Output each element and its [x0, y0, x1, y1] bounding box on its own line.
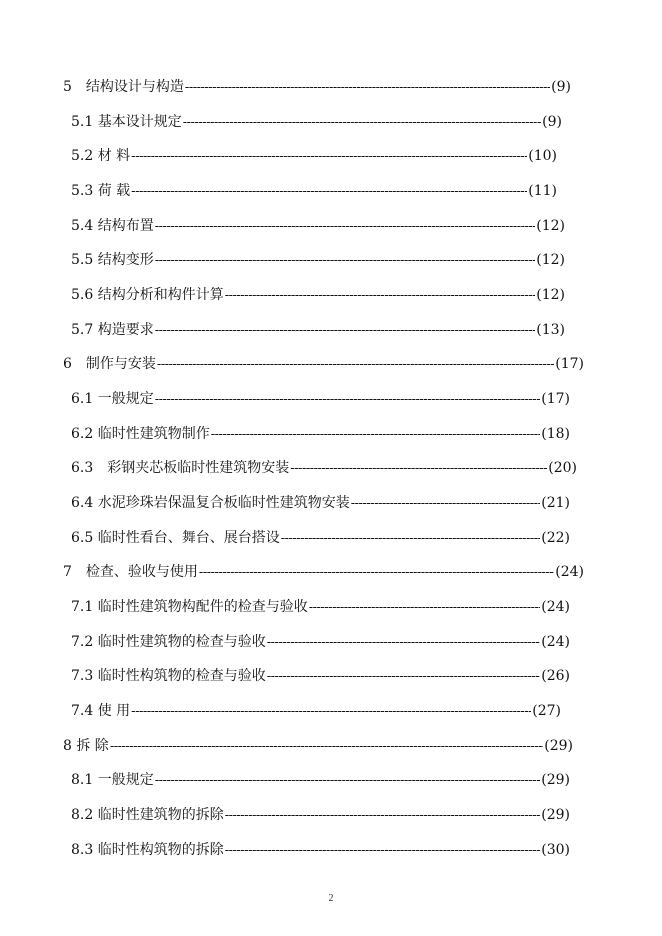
toc-entry-title: 5.7 构造要求: [71, 322, 154, 338]
toc-entry-6-2[interactable]: [71, 424, 570, 444]
toc-entry-page: (12): [536, 218, 565, 234]
toc-leader-dots: [183, 112, 541, 132]
toc-leader-dots: [110, 736, 543, 756]
toc-leader-dots: [131, 181, 527, 201]
toc-leader-dots: [155, 320, 536, 340]
toc-entry-title: 5 结构设计与构造: [63, 79, 184, 95]
toc-entry-title: 5.5 结构变形: [71, 252, 154, 268]
toc-entry-title: 5.1 基本设计规定: [71, 114, 182, 130]
toc-entry-page: (17): [555, 356, 584, 372]
toc-leader-dots: [225, 805, 541, 825]
toc-leader-dots: [155, 216, 536, 236]
toc-entry-5[interactable]: [63, 77, 571, 97]
toc-entry-title: 6.1 一般规定: [71, 391, 154, 407]
toc-entry-5-2[interactable]: [71, 146, 557, 166]
toc-entry-page: (22): [541, 530, 570, 546]
toc-entry-page: (29): [541, 772, 570, 788]
toc-entry-page: (24): [541, 634, 570, 650]
toc-leader-dots: [157, 354, 554, 374]
toc-entry-page: (21): [541, 495, 570, 511]
toc-entry-6-3[interactable]: [71, 458, 577, 478]
toc-entry-title: 5.6 结构分析和构件计算: [71, 287, 224, 303]
toc-entry-title: 8.3 临时性构筑物的拆除: [71, 842, 224, 858]
toc-entry-5-6[interactable]: [71, 285, 565, 305]
toc-entry-6-4[interactable]: [71, 493, 570, 513]
toc-leader-dots: [267, 632, 541, 652]
toc-entry-title: 8.2 临时性建筑物的拆除: [71, 807, 224, 823]
toc-leader-dots: [155, 250, 536, 270]
toc-entry-7-2[interactable]: [71, 632, 570, 652]
page-number: 2: [328, 893, 334, 904]
toc-entry-page: (24): [555, 564, 584, 580]
toc-leader-dots: [309, 597, 541, 617]
toc-entry-6-5[interactable]: [71, 528, 570, 548]
toc-entry-page: (9): [551, 79, 571, 95]
toc-entry-title: 5.4 结构布置: [71, 218, 154, 234]
toc-leader-dots: [351, 493, 541, 513]
toc-entry-8-1[interactable]: [71, 770, 570, 790]
toc-entry-page: (26): [541, 668, 570, 684]
toc-entry-5-1[interactable]: [71, 112, 562, 132]
toc-entry-5-5[interactable]: [71, 250, 565, 270]
toc-entry-title: 6.3 彩钢夹芯板临时性建筑物安装: [71, 460, 290, 476]
toc-entry-8-3[interactable]: [71, 840, 570, 860]
toc-entry-title: 7.2 临时性建筑物的检查与验收: [71, 634, 266, 650]
toc-entry-5-4[interactable]: [71, 216, 565, 236]
toc-leader-dots: [155, 770, 541, 790]
toc-entry-6[interactable]: [63, 354, 584, 374]
toc-entry-page: (13): [536, 322, 565, 338]
toc-entry-8-2[interactable]: [71, 805, 570, 825]
toc-entry-title: 8.1 一般规定: [71, 772, 154, 788]
toc-entry-7-4[interactable]: [71, 701, 561, 721]
toc-entry-title: 7 检查、验收与使用: [63, 564, 198, 580]
toc-entry-page: (9): [542, 114, 562, 130]
toc-leader-dots: [185, 77, 550, 97]
toc-leader-dots: [267, 666, 541, 686]
toc-entry-title: 7.3 临时性构筑物的检查与验收: [71, 668, 266, 684]
toc-entry-5-3[interactable]: [71, 181, 557, 201]
toc-entry-6-1[interactable]: [71, 389, 570, 409]
toc-leader-dots: [131, 701, 531, 721]
toc-entry-8[interactable]: [63, 736, 573, 756]
toc-entry-title: 5.2 材 料: [71, 148, 131, 164]
toc-leader-dots: [211, 424, 541, 444]
toc-entry-page: (20): [548, 460, 577, 476]
toc-leader-dots: [281, 528, 541, 548]
toc-leader-dots: [225, 285, 536, 305]
toc-entry-title: 7.4 使 用: [71, 703, 131, 719]
toc-entry-title: 6.5 临时性看台、舞台、展台搭设: [71, 530, 280, 546]
toc-entry-page: (17): [541, 391, 570, 407]
toc-entry-7[interactable]: [63, 562, 584, 582]
toc-entry-page: (11): [528, 183, 557, 199]
toc-entry-page: (12): [536, 287, 565, 303]
toc-entry-page: (24): [541, 599, 570, 615]
toc-leader-dots: [225, 840, 541, 860]
toc-entry-page: (27): [532, 703, 561, 719]
toc-entry-5-7[interactable]: [71, 320, 565, 340]
toc-entry-page: (30): [541, 842, 570, 858]
toc-entry-page: (29): [544, 738, 573, 754]
toc-entry-title: 6 制作与安装: [63, 356, 156, 372]
toc-entry-7-3[interactable]: [71, 666, 570, 686]
toc-entry-page: (29): [541, 807, 570, 823]
toc-entry-7-1[interactable]: [71, 597, 570, 617]
toc-leader-dots: [131, 146, 527, 166]
toc-entry-page: (12): [536, 252, 565, 268]
toc-entry-title: 6.4 水泥珍珠岩保温复合板临时性建筑物安装: [71, 495, 350, 511]
toc-entry-title: 6.2 临时性建筑物制作: [71, 426, 210, 442]
toc-entry-title: 8 拆 除: [63, 738, 109, 754]
toc-entry-page: (10): [528, 148, 557, 164]
toc-entry-page: (18): [541, 426, 570, 442]
toc-entry-title: 7.1 临时性建筑物构配件的检查与验收: [71, 599, 308, 615]
toc-leader-dots: [155, 389, 541, 409]
toc-leader-dots: [199, 562, 554, 582]
toc-leader-dots: [290, 458, 547, 478]
toc-entry-title: 5.3 荷 载: [71, 183, 131, 199]
